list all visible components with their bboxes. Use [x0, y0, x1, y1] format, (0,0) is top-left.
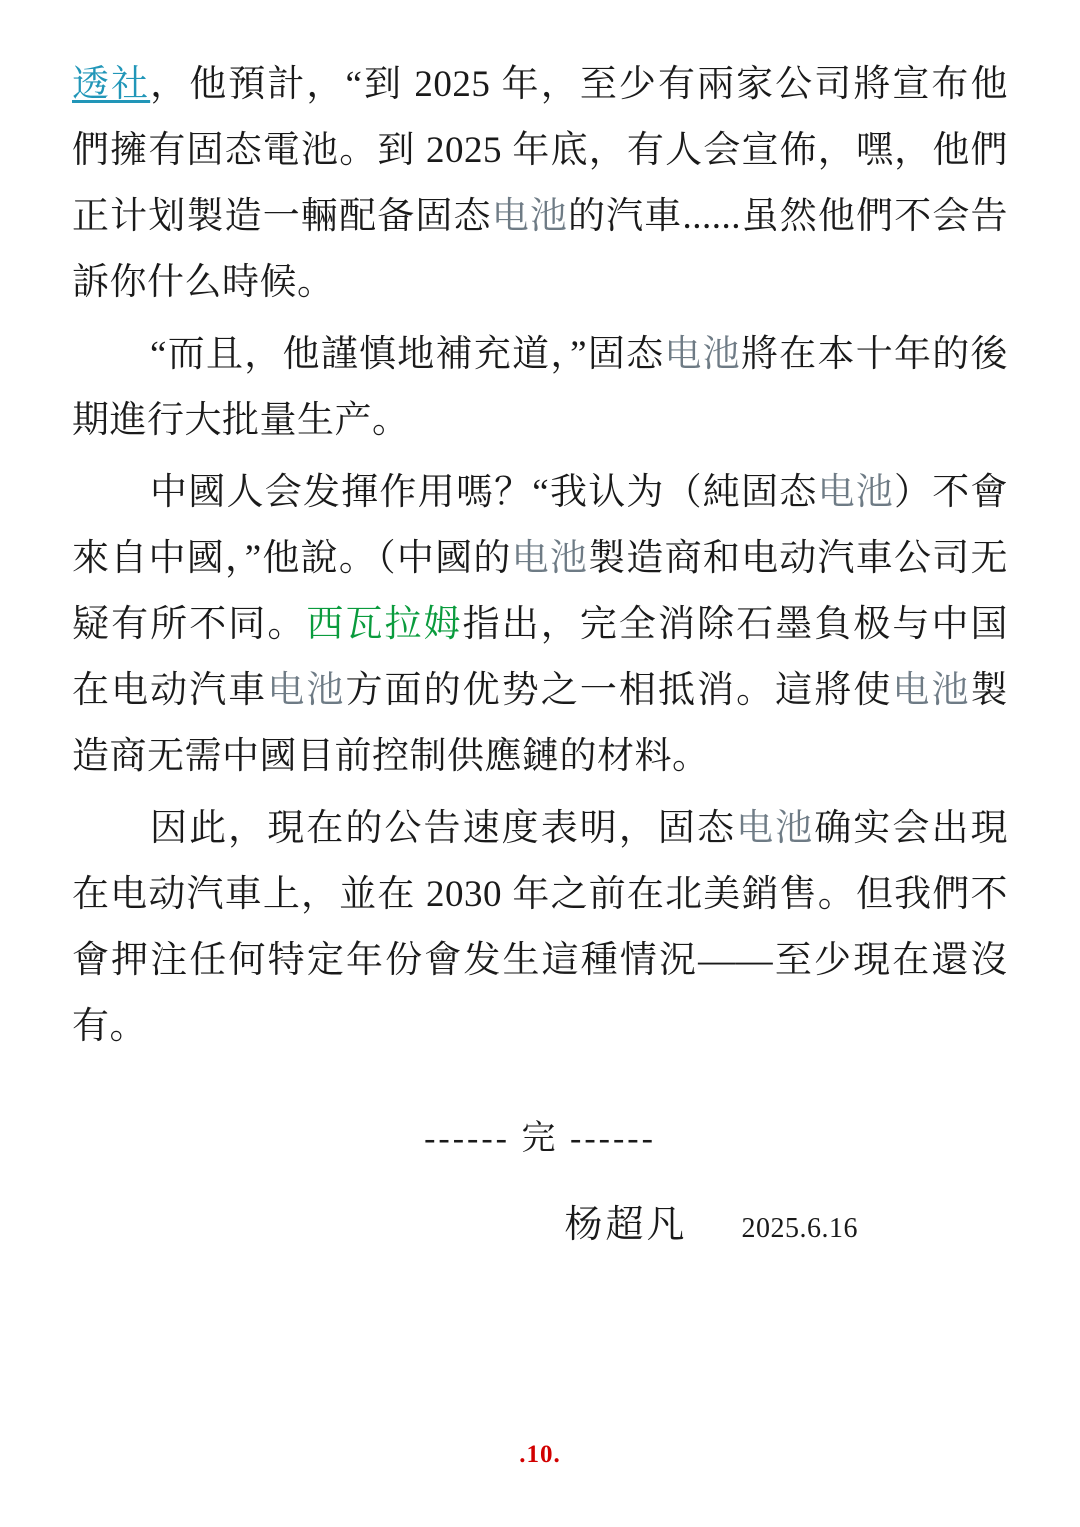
paragraph-2-segment-3: 將在本十年的後期進行大批量生产。	[72, 334, 1009, 441]
paragraph-4-segment-3: 确实会出現在电动汽車上，並在 2030 年之前在北美銷售。但我們不會押注任何特定年份會发生這種情況——至少現在還沒有。	[72, 808, 1009, 1047]
paragraph-2-segment-1: “而且，他謹慎地補充道，”固态	[150, 334, 665, 375]
paragraph-3-segment-3: ）不會來自中國，”他說。（中國的	[72, 472, 1009, 579]
paragraph-1	[72, 52, 1008, 316]
signature-date: 2025.6.16	[741, 1213, 858, 1244]
paragraph-3-segment-11: 製造商无需中國目前控制供應鏈的材料。	[72, 670, 1009, 777]
paragraph-3-term-battery-4: 电池	[892, 670, 971, 711]
end-mark: ------ 完 ------	[424, 1120, 656, 1157]
signature-block	[72, 1193, 1008, 1248]
paragraph-1-segment-1: ，他預計，“到 2025 年，至少有兩家公司將宣布他們擁有固态電池。到 2025 年底，有人会宣佈，嘿，他們正计划製造一輛配备固态	[72, 64, 1009, 237]
signature-author: 杨超凡	[564, 1204, 688, 1246]
paragraph-3-name-sivaram: 西瓦拉姆	[306, 604, 463, 645]
paragraph-1-segment-3: 的汽車......虽然他們不会告訴你什么時候。	[72, 196, 1009, 303]
paragraph-3-segment-9: 方面的优势之一相抵消。這將使	[345, 670, 893, 711]
page-number: .10.	[519, 1441, 561, 1468]
paragraph-3	[72, 460, 1008, 790]
paragraph-4-segment-1: 因此，現在的公告速度表明，固态	[150, 808, 737, 849]
paragraph-3-term-battery-3: 电池	[267, 670, 346, 711]
paragraph-3-term-battery-2: 电池	[511, 538, 589, 579]
paragraph-1-term-battery: 电池	[491, 196, 568, 237]
paragraph-3-segment-1: 中國人会发揮作用嗎？“我认为（純固态	[150, 472, 818, 513]
link-reuters[interactable]: 透社	[72, 64, 151, 105]
paragraph-3-segment-7: 指出，完全消除石墨負极与中国在电动汽車	[72, 604, 1009, 711]
paragraph-3-segment-5: 製造商和电动汽車公司无疑有所不同。	[72, 538, 1009, 645]
paragraph-2-term-battery: 电池	[664, 334, 741, 375]
paragraph-4-term-battery: 电池	[736, 808, 815, 849]
paragraph-2	[72, 322, 1008, 454]
paragraph-3-term-battery-1: 电池	[817, 472, 895, 513]
paragraph-4	[72, 796, 1008, 1060]
